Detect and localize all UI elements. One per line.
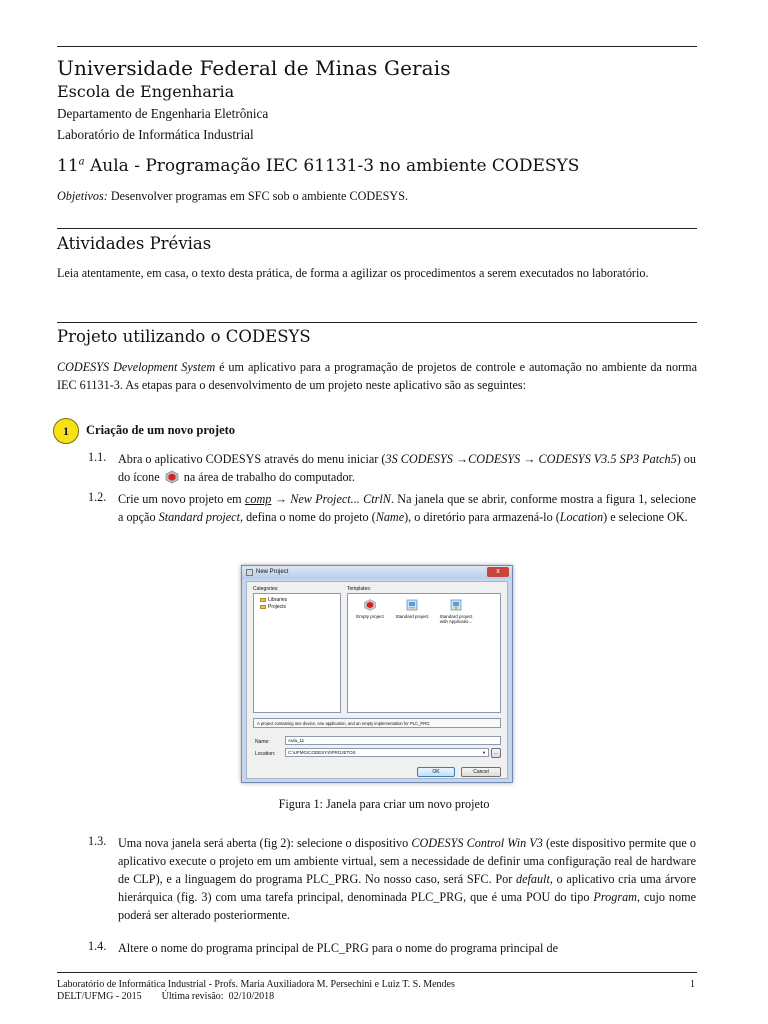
item-1-1-a: Abra o aplicativo CODESYS através do menu iniciar ( bbox=[118, 452, 386, 466]
item-1-3-text bbox=[118, 834, 696, 924]
name-field[interactable]: Aula_11 bbox=[285, 736, 501, 745]
item-1-2-option: Standard project bbox=[158, 510, 240, 524]
page-number: 1 bbox=[690, 979, 695, 990]
item-1-3-g: , cujo nome poderá ser alterado posteriormente. bbox=[118, 890, 697, 922]
objectives-label: Objetivos: bbox=[57, 189, 108, 203]
lesson-number-sup: a bbox=[78, 156, 85, 168]
category-libraries[interactable] bbox=[260, 597, 287, 603]
footer-rule bbox=[57, 972, 697, 973]
item-1-2-number: 1.2. bbox=[88, 490, 107, 504]
ok-button[interactable]: OK bbox=[417, 767, 455, 777]
item-1-2-command: New Project... CtrlN bbox=[290, 492, 391, 506]
section1-text: Leia atentamente, em casa, o texto desta prática, de forma a agilizar os procedimentos a serem executados no laboratório. bbox=[57, 266, 649, 280]
item-1-2-g: , defina o nome do projeto ( bbox=[239, 510, 376, 524]
objectives bbox=[57, 189, 408, 204]
template-standard-project-app-label: Standard project with Applicatio... bbox=[439, 614, 473, 624]
university-name: Universidade Federal de Minas Gerais bbox=[57, 56, 451, 80]
standard-project-icon bbox=[406, 599, 418, 611]
item-1-3-c: (este dispositivo permite que o aplicativo execute o projeto em um ambiente virtual, sem a necessidade de definir uma configuração real de hardware de CLP), e a linguagem do programa PLC_PRG. No nosso caso, será SFC. Por bbox=[118, 836, 696, 886]
item-1-2-k: ) e selecione OK. bbox=[603, 510, 688, 524]
item-1-1-text bbox=[118, 450, 696, 486]
item-1-1-menu-path: 3S CODESYS →CODESYS → CODESYS V3.5 SP3 Patch5 bbox=[385, 452, 677, 466]
step1-title: Criação de um novo projeto bbox=[86, 423, 236, 437]
section2-intro-italic: CODESYS Development System bbox=[57, 360, 216, 374]
item-1-1-d: na área de trabalho do computador. bbox=[180, 470, 355, 484]
item-1-1-number: 1.1. bbox=[88, 450, 107, 464]
section2-heading: Projeto utilizando o CODESYS bbox=[57, 327, 311, 346]
footer-line1: Laboratório de Informática Industrial - Profs. Maria Auxiliadora M. Persechini e Luiz T. S. Mendes bbox=[57, 979, 455, 990]
section1-rule bbox=[57, 228, 697, 229]
categories-pane[interactable] bbox=[253, 593, 341, 713]
step1-number-badge: 1 bbox=[53, 418, 79, 444]
template-standard-project-label: Standard project bbox=[395, 614, 429, 619]
item-1-3-a: Uma nova janela será aberta (fig 2): selecione o dispositivo bbox=[118, 836, 412, 850]
item-1-3-number: 1.3. bbox=[88, 834, 107, 848]
objectives-text: Desenvolver programas em SFC sob o ambiente CODESYS. bbox=[107, 189, 409, 203]
item-1-3-default: default bbox=[515, 872, 550, 886]
template-description: A project containing one device, one application, and an empty implementation for PLC_PRG bbox=[253, 718, 501, 728]
templates-pane[interactable] bbox=[347, 593, 501, 713]
footer-line2: DELT/UFMG - 2015 Última revisão: 02/10/2018 bbox=[57, 991, 275, 1002]
section2-intro-text: é um aplicativo para a programação de projetos de controle e automação no ambiente da norma IEC 61131-3. As etapas para o desenvolvimento de um projeto neste aplicativo são as seguintes: bbox=[57, 360, 698, 392]
close-button[interactable]: x bbox=[487, 567, 509, 577]
school-name: Escola de Engenharia bbox=[57, 82, 235, 101]
codesys-icon bbox=[165, 470, 179, 484]
location-field[interactable] bbox=[285, 748, 489, 757]
item-1-4-text: Altere o nome do programa principal de PLC_PRG para o nome do programa principal de bbox=[118, 941, 558, 955]
item-1-2-i: ), o diretório para armazená-lo ( bbox=[404, 510, 560, 524]
template-empty-project[interactable] bbox=[350, 599, 390, 619]
item-1-2-arrow: → bbox=[271, 492, 291, 506]
empty-project-icon bbox=[364, 599, 376, 611]
department-name: Departamento de Engenharia Eletrônica bbox=[57, 106, 269, 121]
lesson-title bbox=[57, 156, 579, 176]
name-label: Name: bbox=[255, 739, 270, 745]
cancel-button[interactable]: Cancel bbox=[461, 767, 501, 777]
folder-icon bbox=[260, 598, 266, 602]
figure-caption: Figura 1: Janela para criar um novo projeto bbox=[278, 797, 490, 811]
item-1-4-number: 1.4. bbox=[88, 939, 107, 953]
lesson-title-text: Aula - Programação IEC 61131-3 no ambiente CODESYS bbox=[84, 156, 580, 176]
category-projects[interactable] bbox=[260, 604, 286, 610]
item-1-1-c: ) ou do ícone bbox=[118, 452, 696, 484]
item-1-3-device: CODESYS Control Win V3 bbox=[411, 836, 543, 850]
location-label: Location: bbox=[255, 751, 276, 757]
item-1-2-location-term: Location bbox=[559, 510, 604, 524]
dialog-title: New Project bbox=[256, 569, 289, 575]
item-1-2-name-term: Name bbox=[375, 510, 405, 524]
chevron-down-icon[interactable]: ▼ bbox=[482, 750, 486, 755]
item-1-3-e: , o aplicativo cria uma árvore hierárquica (fig. 3) com uma tarefa principal, denominada PLC_PRG, que é uma POU do tipo bbox=[118, 872, 696, 904]
category-libraries-label: Libraries bbox=[268, 597, 288, 603]
categories-label: Categories: bbox=[253, 586, 279, 592]
dialog-titlebar bbox=[242, 566, 512, 579]
dialog-body bbox=[246, 581, 508, 779]
section2-intro bbox=[57, 358, 697, 394]
folder-icon bbox=[260, 605, 266, 609]
new-project-dialog bbox=[241, 565, 513, 783]
section2-rule bbox=[57, 322, 697, 323]
location-value: C:\UFMG\CODESYS\PROJETOS bbox=[288, 750, 356, 755]
window-icon bbox=[246, 569, 253, 576]
top-rule bbox=[57, 46, 697, 47]
template-empty-project-label: Empty project bbox=[356, 614, 384, 619]
category-projects-label: Projects bbox=[268, 604, 287, 610]
item-1-2-a: Crie um novo projeto em bbox=[118, 492, 245, 506]
standard-project-app-icon bbox=[450, 599, 462, 611]
browse-button[interactable]: ... bbox=[491, 748, 501, 758]
template-standard-project-app[interactable] bbox=[436, 599, 476, 624]
lesson-number: 11 bbox=[57, 156, 79, 176]
item-1-2-e: . Na janela que se abrir, conforme mostra a figura 1, selecione a opção bbox=[118, 492, 696, 524]
item-1-2-menu: comp bbox=[244, 492, 272, 506]
item-1-3-program: Program bbox=[593, 890, 637, 904]
template-standard-project[interactable] bbox=[392, 599, 432, 619]
lab-name: Laboratório de Informática Industrial bbox=[57, 127, 254, 142]
templates-label: Templates: bbox=[347, 586, 372, 592]
item-1-2-text bbox=[118, 490, 696, 526]
section1-heading: Atividades Prévias bbox=[57, 234, 212, 253]
